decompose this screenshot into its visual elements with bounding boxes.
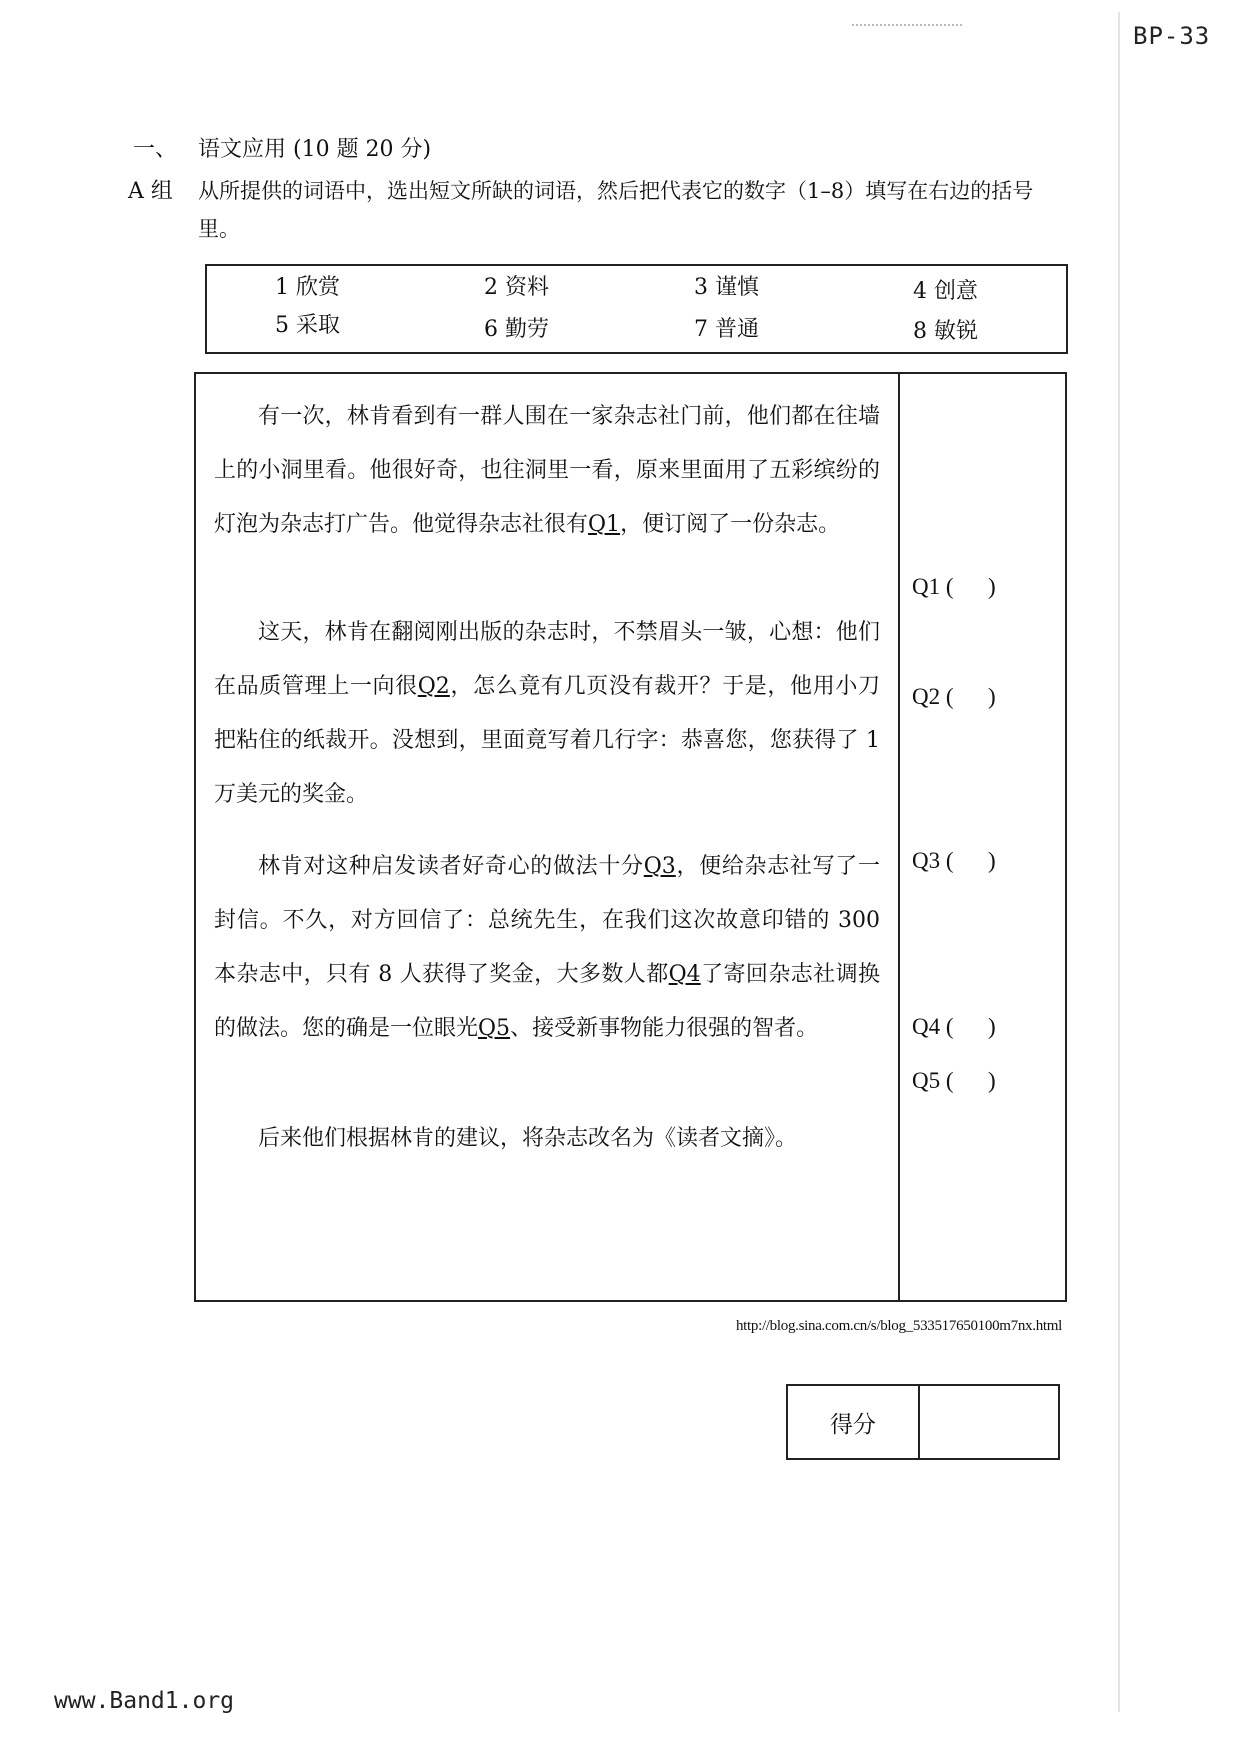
answer-close-paren: ) [988,574,996,599]
passage-paragraph-3 [214,840,880,1056]
answer-open-paren: ( [945,1014,954,1039]
word-option: 8 敏锐 [913,319,978,344]
passage-text: 林肯对这种启发读者好奇心的做法十分 [258,854,644,879]
answer-slot-q4 [912,1014,996,1040]
word-option: 4 创意 [913,279,978,304]
answer-label: Q5 [912,1068,941,1093]
blank-q2: Q2 [417,674,450,699]
section-number: 一、 [133,137,178,162]
answer-open-paren: ( [945,1068,954,1093]
passage-paragraph-1 [214,390,880,552]
passage-text: ，怎么竟有几页没有裁开？于是，他用小刀把粘住的纸裁开。没想到，里面竟写着几行字：恭喜您，您获得了 1 万美元的奖金。 [214,674,880,807]
group-instruction: 从所提供的词语中，选出短文所缺的词语，然后把代表它的数字（1–8）填写在右边的括号里。 [198,179,1034,241]
passage-text: 这天，林肯在翻阅刚出版的杂志时，不禁眉头一皱，心想：他们在品质管理上一向很 [214,620,880,699]
answer-label: Q3 [912,848,941,873]
answer-open-paren: ( [945,684,954,709]
answer-close-paren: ) [988,1068,996,1093]
score-box [786,1384,1060,1460]
passage-paragraph-4: 后来他们根据林肯的建议，将杂志改名为《读者文摘》。 [258,1126,798,1151]
footer-url: www.Band1.org [54,1688,235,1714]
blank-q3: Q3 [643,854,676,879]
answer-slot-q5 [912,1068,996,1094]
word-option: 7 普通 [694,317,759,342]
score-value [920,1386,1058,1458]
answer-label: Q2 [912,684,941,709]
word-option: 1 欣赏 [275,275,340,300]
blank-q5: Q5 [478,1016,511,1041]
section-title: 语文应用 (10 题 20 分) [198,137,432,162]
passage-text: 、接受新事物能力很强的智者。 [510,1016,819,1041]
score-label: 得分 [788,1386,920,1458]
scan-speckle [852,24,962,28]
passage-divider [898,374,900,1300]
blank-q1: Q1 [588,512,621,537]
answer-open-paren: ( [945,848,954,873]
passage-text: ，便给杂志社写了一封信。不久，对方回信了：总统先生，在我们这次故意印错的 300 本杂志中，只有 8 人获得了奖金，大多数人都 [214,854,880,987]
answer-label: Q1 [912,574,941,599]
answer-close-paren: ) [988,1014,996,1039]
blank-q4: Q4 [668,962,701,987]
word-option: 6 勤劳 [484,317,549,342]
answer-label: Q4 [912,1014,941,1039]
source-url: http://blog.sina.com.cn/s/blog_533517650100m7nx.html [735,1318,1062,1334]
answer-slot-q2 [912,684,996,710]
group-label: A 组 [128,179,173,204]
passage-paragraph-2 [214,606,880,822]
passage-text: 了寄回杂志社调换的做法。您的确是一位眼光 [214,962,880,1041]
word-bank [205,264,1068,354]
answer-slot-q1 [912,574,996,600]
passage-text: 有一次，林肯看到有一群人围在一家杂志社门前，他们都在往墙上的小洞里看。他很好奇，也往洞里一看，原来里面用了五彩缤纷的灯泡为杂志打广告。他觉得杂志社很有 [214,404,880,537]
word-option: 3 谨慎 [694,275,759,300]
word-option: 5 采取 [275,313,340,338]
answer-close-paren: ) [988,684,996,709]
page-code: BP-33 [1133,22,1211,50]
answer-slot-q3 [912,848,996,874]
answer-open-paren: ( [945,574,954,599]
answer-close-paren: ) [988,848,996,873]
page-edge-rule [1118,12,1120,1712]
passage-text: ，便订阅了一份杂志。 [620,512,841,537]
word-option: 2 资料 [484,275,549,300]
